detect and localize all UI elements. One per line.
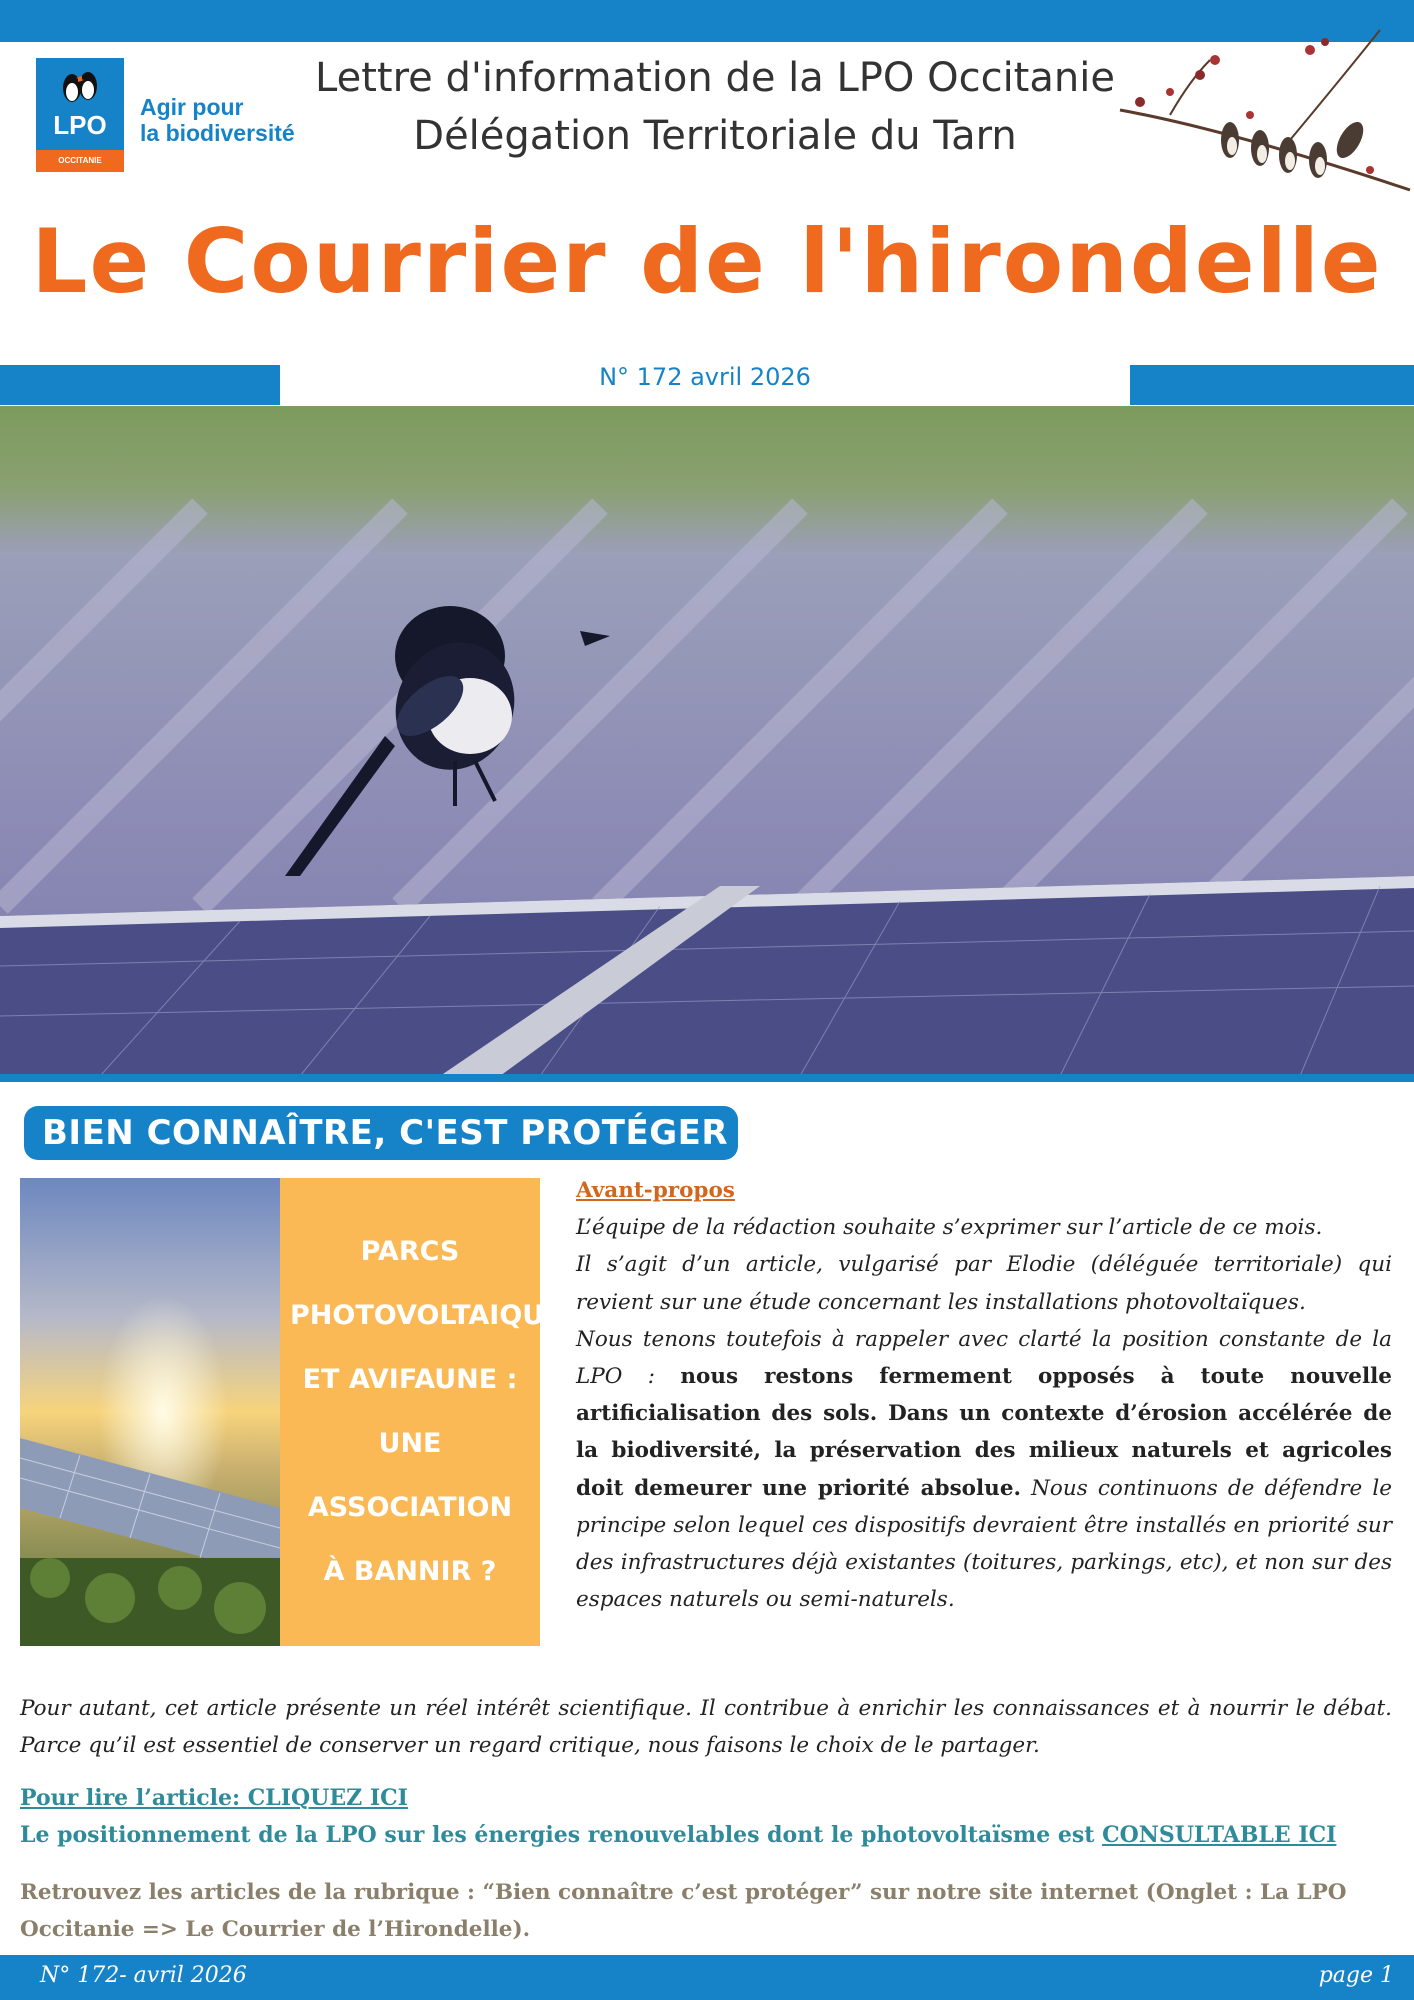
section-title: BIEN CONNAÎTRE, C'EST PROTÉGER — [24, 1106, 738, 1160]
article-paragraph-3-start: Nous tenons toutefois à rappeler avec clarté la position constante de la LPO : — [576, 1326, 1392, 1390]
magpie-on-solar-panels-photo — [0, 406, 1414, 1076]
newsletter-title: Le Courrier de l'hirondelle — [31, 210, 1383, 313]
logo-subtitle: OCCITANIE — [36, 150, 124, 172]
article-paragraph-2: Il s’agit d’un article, vulgarisé par Elodie (déléguée territoriale) qui revient sur une étude concernant les installations photovoltaïques. — [576, 1252, 1392, 1315]
thumbnail-line-2: PHOTOVOLTAIQUES — [290, 1300, 583, 1331]
thumbnail-title-panel — [280, 1178, 583, 1646]
article-paragraph-1: L’équipe de la rédaction souhaite s’exprimer sur l’article de ce mois. — [576, 1215, 1323, 1241]
article-thumbnail[interactable] — [20, 1178, 583, 1646]
footnote: Retrouvez les articles de la rubrique : “Bien connaître c’est protéger” sur notre site internet (Onglet : La LPO Occitanie => Le Courrier de l’Hirondelle). — [20, 1880, 1347, 1942]
header-line-1: Lettre d'information de la LPO Occitanie — [315, 55, 1115, 101]
thumbnail-line-1: PARCS — [360, 1236, 460, 1267]
footer-issue: N° 172- avril 2026 — [40, 1963, 247, 1988]
article-paragraph-3 — [576, 1321, 1392, 1619]
read-article-link[interactable] — [20, 1780, 1400, 1817]
page-number: page 1 — [1318, 1963, 1394, 1988]
position-link[interactable]: CONSULTABLE ICI — [1102, 1822, 1337, 1848]
logo-text: LPO — [53, 110, 107, 140]
header-line-2: Délégation Territoriale du Tarn — [413, 113, 1017, 159]
thumbnail-line-4: UNE ASSOCIATION — [307, 1428, 513, 1523]
position-line — [20, 1817, 1400, 1854]
footer-bar — [0, 1955, 1414, 2000]
lpo-logo — [36, 58, 124, 172]
article-paragraph-4-block — [20, 1690, 1392, 1764]
hero-rule — [0, 1074, 1414, 1082]
read-article-link-text[interactable]: Pour lire l’article: CLIQUEZ ICI — [20, 1785, 408, 1811]
article-paragraph-4: Pour autant, cet article présente un réel intérêt scientifique. Il contribue à enrichir les connaissances et à nourrir le débat. Parce qu’il est essentiel de conserver un regard critique, nous faisons le choix de le partager. — [20, 1696, 1392, 1759]
solar-park-sunset-photo — [20, 1178, 280, 1646]
position-text: Le positionnement de la LPO sur les énergies renouvelables dont le photovoltaïsme est — [20, 1822, 1103, 1848]
issue-number: N° 172 avril 2026 — [599, 363, 811, 391]
article-text-column — [576, 1172, 1392, 1618]
article-paragraph-3-end: Nous continuons de défendre le principe selon lequel ces dispositifs devraient être installés en priorité sur des infrastructures déjà existantes (toitures, parkings, etc), et non sur des espaces naturels ou semi-naturels. — [576, 1475, 1392, 1613]
thumbnail-line-3: ET AVIFAUNE : — [302, 1364, 518, 1395]
swallows-on-branch-illustration — [1110, 20, 1414, 240]
article-links — [20, 1780, 1400, 1854]
thumbnail-line-5: À BANNIR ? — [323, 1556, 497, 1587]
issue-bar-left — [0, 365, 280, 405]
article-subhead: Avant-propos — [576, 1178, 735, 1203]
puffin-icon — [58, 64, 102, 108]
article-subhead-line — [576, 1172, 1392, 1209]
tagline-line-2: la biodiversité — [140, 120, 295, 146]
issue-bar-right — [1130, 365, 1414, 405]
thumbnail-title — [290, 1220, 583, 1604]
tagline — [140, 94, 320, 146]
tagline-line-1: Agir pour — [140, 94, 244, 120]
article-paragraph-3-bold: nous restons fermement opposés à toute nouvelle artificialisation des sols. Dans un contexte d’érosion accélérée de la biodiversité, la préservation des milieux naturels et agricoles doit demeurer une priorité absolue. — [576, 1364, 1392, 1501]
